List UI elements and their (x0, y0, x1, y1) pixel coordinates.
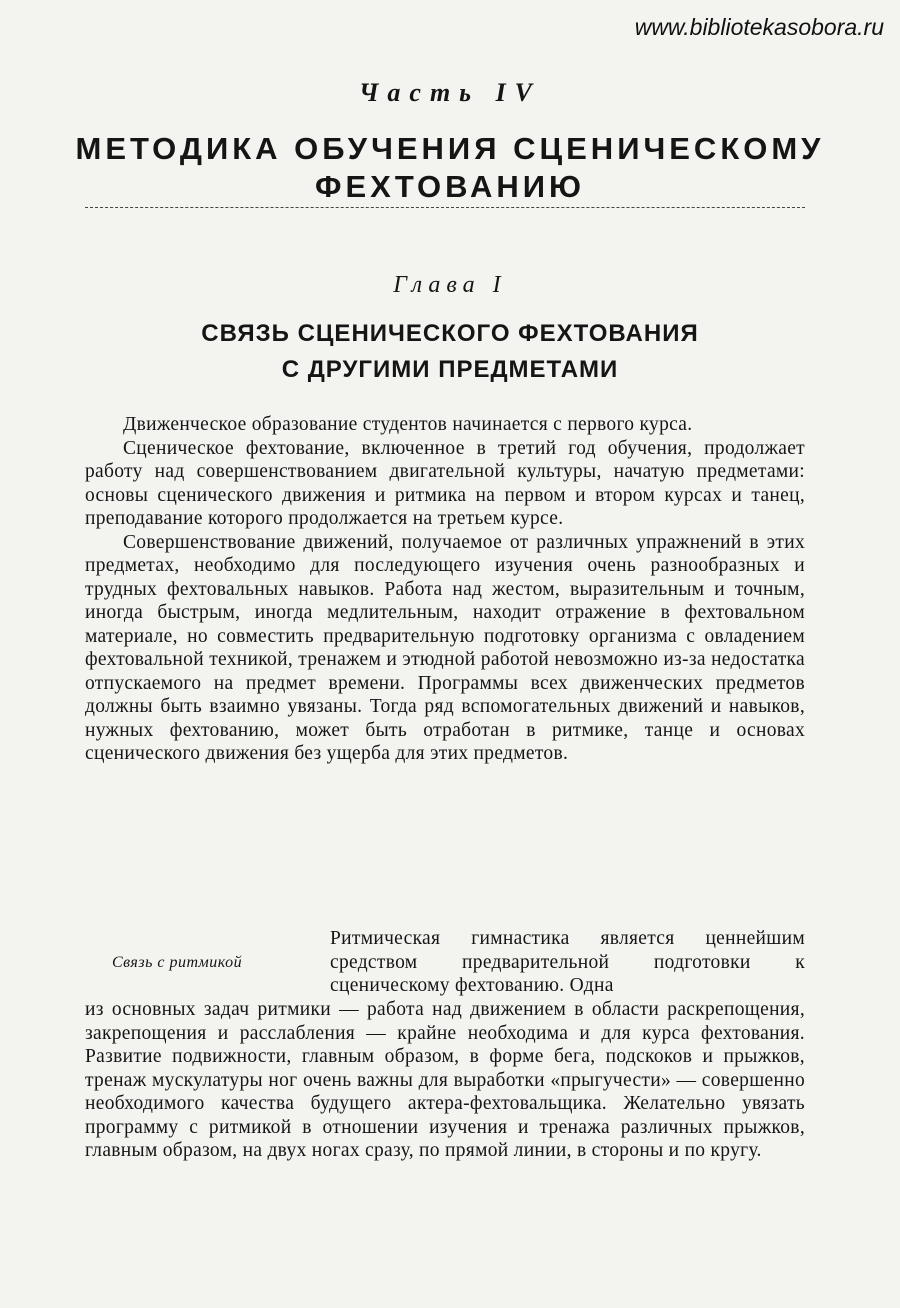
chapter-title (0, 316, 900, 388)
title-divider (85, 207, 805, 208)
chapter-body (85, 413, 805, 766)
part-title-line-2: ФЕХТОВАНИЮ (315, 169, 585, 204)
part-title (0, 130, 900, 206)
paragraph-2: Сценическое фехтование, включенное в третий год обучения, продолжает работу над совершенствованием двигательной культуры, начатую предметами: основы сценического движения и ритмика на первом и втором курсах и танец, преподавание которого продолжается на третьем курсе. (85, 437, 805, 529)
section-paragraph-start: Ритмическая гимнастика является ценнейшим средством предварительной подготовки к сценическому фехтованию. Одна (330, 928, 805, 996)
part-label: Часть IV (358, 78, 542, 107)
chapter-title-line-1: СВЯЗЬ СЦЕНИЧЕСКОГО ФЕХТОВАНИЯ (201, 320, 699, 347)
paragraph-1: Движенческое образование студентов начинается с первого курса. (123, 414, 693, 435)
paragraph-3: Совершенствование движений, получаемое от различных упражнений в этих предметах, необходимо для последующего изучения очень разнообразных и трудных фехтовальных навыков. Работа над жестом, выразительным и точным, иногда быстрым, иногда медлительным, находит отражение в фехтовальном материале, но совместить предварительную подготовку организма с овладением фехтовальной техникой, тренажем и этюдной работой невозможно из-за недостатка отпускаемого на предмет времени. Программы всех движенческих предметов должны быть взаимно увязаны. Тогда ряд вспомогательных движений и навыков, нужных фехтованию, может быть отработан в ритмике, танце и основах сценического движения без ущерба для этих предметов. (85, 531, 805, 764)
watermark-url: www.bibliotekasobora.ru (634, 14, 884, 40)
part-title-line-1: МЕТОДИКА ОБУЧЕНИЯ СЦЕНИЧЕСКОМУ (75, 131, 825, 166)
section-side-label: Связь с ритмикой (112, 954, 243, 971)
section-paragraph-continuation: из основных задач ритмики — работа над движением в области раскрепощения, закрепощения и расслабления — крайне необходима и для курса фехтования. Развитие подвижности, главным образом, в форме бега, подскоков и прыжков, тренаж мускулатуры ног очень важны для выработки «прыгучести» — совершенно необходимого качества будущего актера-фехтовальщика. Желательно увязать программу с ритмикой в отношении изучения и тренажа различных прыжков, главным образом, на двух ногах сразу, по прямой линии, в стороны и по кругу. (85, 999, 805, 1161)
chapter-title-line-2: С ДРУГИМИ ПРЕДМЕТАМИ (281, 356, 619, 383)
chapter-label: Глава I (393, 272, 507, 298)
